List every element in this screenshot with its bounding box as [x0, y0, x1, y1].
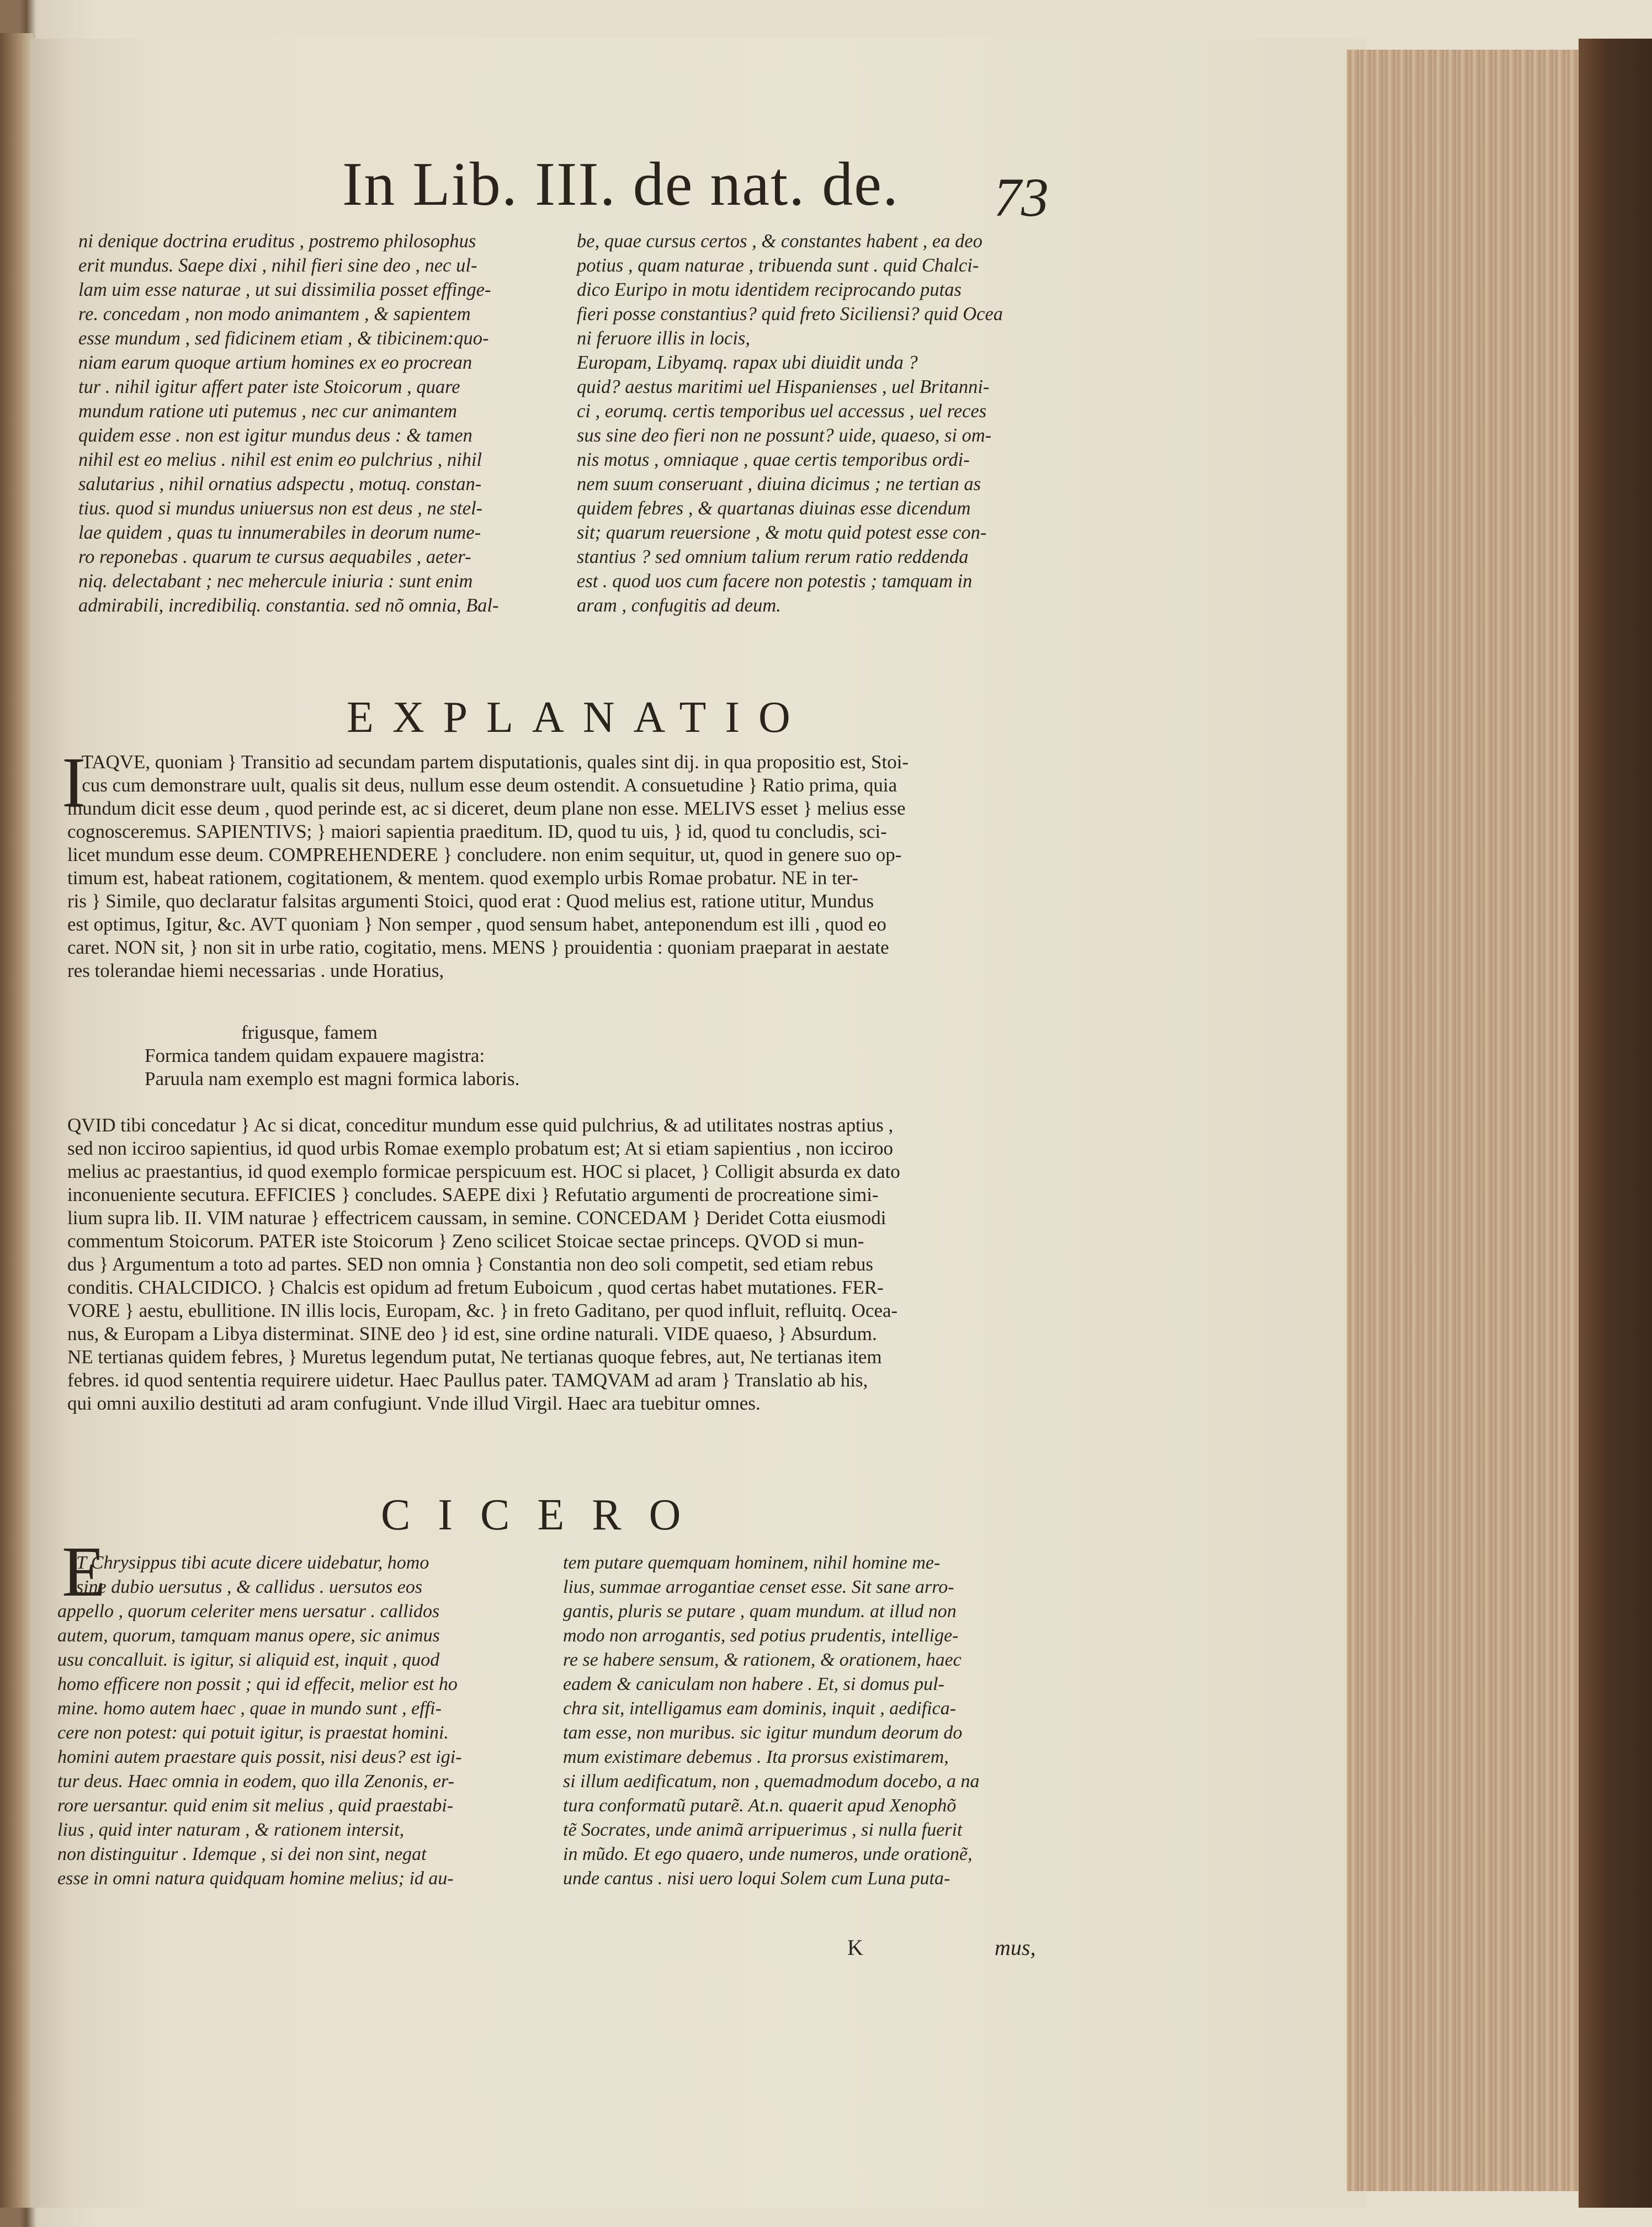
dropcap-i: I — [62, 743, 86, 822]
page-block-edge — [1347, 50, 1579, 2191]
text-column-left: ni denique doctrina eruditus , postremo philosophus erit mundus. Saepe dixi , nihil fieri sine deo , nec ul- lam uim esse naturae , ut sui dissimilia posset effinge- re. concedam , non modo animantem , & sapientem esse mundum , sed fidicinem etiam , & tibicinem:quo- niam earum quoque artium homines ex eo procrean tur . nihil igitur affert pater iste Stoicorum , quare mundum ratione uti putemus , nec cur animantem quidem esse . non est igitur mundus deus : & tamen nihil est eo melius . nihil est enim eo pulchrius , nihil salutarius , nihil ornatius adspectu , motuq. constan- tius. quod si mundus uniuersus non est deus , ne stel- lae quidem , quas tu innumerabiles in deorum nume- ro reponebas . quarum te cursus aequabiles , aeter- niq. delectabant ; nec mehercule iniuria : sunt enim admirabili, incredibiliq. constantia. sed nõ omnia, Bal- — [78, 231, 499, 616]
signature-mark: K — [847, 1935, 863, 1960]
text-column-right: be, quae cursus certos , & constantes habent , ea deo potius , quam naturae , tribuenda sunt . quid Chalci- dico Euripo in motu identidem reciprocando putas fieri posse constantius? quid freto Siciliensi? quid Ocea ni feruore illis in locis, Europam, Libyamq. rapax ubi diuidit unda ? quid? aestus maritimi uel Hispanienses , uel Britanni- ci , eorumq. certis temporibus uel accessus , uel reces sus sine deo fieri non ne possunt? uide, quaeso, si om- nis motus , omniaque , quae certis temporibus ordi- nem suum conseruant , diuina dicimus ; ne tertian as quidem febres , & quartanas diuinas esse dicendum sit; quarum reuersione , & motu quid potest esse con- stantius ? sed omnium talium rerum ratio reddenda est . quod uos cum facere non potestis ; tamquam in aram , confugitis ad deum. — [577, 231, 1003, 616]
catchword: mus, — [995, 1935, 1036, 1960]
explanatio-heading: EXPLANATIO — [347, 693, 809, 742]
cicero-column-right: tem putare quemquam hominem, nihil homine me- lius, summae arrogantiae censet esse. Sit sane arro- gantis, pluris se putare , quam mundum. at illud non modo non arrogantis, sed potius prudentis, intellige- re se habere sensum, & rationem, & orationem, haec eadem & caniculam non habere . Et, si domus pul- chra sit, intelligamus eam dominis, inquit , aedifica- tam esse, non muribus. sic igitur mundum deorum do mum existimare debemus . Ita prorsus existimarem, si illum aedificatum, non , quemadmodum docebo, a na tura conformatũ putarẽ. At.n. quaerit apud Xenophõ tẽ Socrates, unde animã arripuerimus , si nulla fuerit in mũdo. Et ego quaero, unde numeros, unde orationẽ, unde cantus . nisi uero loqui Solem cum Luna puta- — [563, 1553, 980, 1889]
binding-cover-edge — [1579, 39, 1652, 2208]
horace-quotation: frigusque, famem Formica tandem quidam expauere magistra: Paruula nam exemplo est magni formica laboris. — [145, 1022, 520, 1089]
commentary-text-continued: QVID tibi concedatur } Ac si dicat, conceditur mundum esse quid pulchrius, & ad utilitates nostras aptius , sed non icciroo sapientius, id quod urbis Romae exemplo probatum est; At si etiam sapientius , non icciroo melius ac praestantius, id quod exemplo formicae perspicuum est. HOC si placet, } Colligit absurda ex dato inconueniente secutura. EFFICIES } concludes. SAEPE dixi } Refutatio argumenti de procreatione simi- lium supra lib. II. VIM naturae } effectricem caussam, in semine. CONCEDAM } Deridet Cotta eiusmodi commentum Stoicorum. PATER iste Stoicorum } Zeno scilicet Stoicae sectae princeps. QVOD si mun- dus } Argumentum a toto ad partes. SED non omnia } Constantia non deo soli competit, sed etiam rebus conditis. CHALCIDICO. } Chalcis est opidum ad fretum Euboicum , quod certas habet mutationes. FER- VORE } aestu, ebullitione. IN illis locis, Europam, &c. } in freto Gaditano, per quod influit, refluitq. Ocea- nus, & Europam a Libya disterminat. SINE deo } id est, sine ordine naturali. VIDE quaeso, } Absurdum. NE tertianas quidem febres, } Muretus legendum putat, Ne tertianas quoque febres, aut, Ne tertianas item febres. id quod sententia requirere uidetur. Haec Paullus pater. TAMQVAM ad aram } Translatio ab his, qui omni auxilio destituti ad aram confugiunt. Vnde illud Virgil. Haec ara tuebitur omnes. — [67, 1114, 900, 1414]
previous-page-edge — [0, 33, 33, 2208]
cicero-heading: CICERO — [381, 1491, 709, 1539]
running-head: In Lib. III. de nat. de. — [342, 150, 899, 219]
page-number: 73 — [994, 167, 1049, 228]
commentary-text: TAQVE, quoniam } Transitio ad secundam partem disputationis, quales sint dij. in qua propositio est, Stoi- cus cum demonstrare uult, qualis sit deus, nullum esse deum ostendit. A consuetudine } Ratio prima, quia mundum dicit esse deum , quod perinde est, ac si diceret, deum plane non esse. MELIVS esset } melius esse cognosceremus. SAPIENTIVS; } maiori sapientia praeditum. ID, quod tu uis, } id, quod tu concludis, sci- licet mundum esse deum. COMPREHENDERE } concludere. non enim sequitur, ut, quod in genere suo op- timum est, habeat rationem, cogitationem, & mentem. quod exemplo urbis Romae probatur. NE in ter- ris } Simile, quo declaratur falsitas argumenti Stoici, quod erat : Quod melius est, ratione utitur, Mundus est optimus, Igitur, &c. AVT quoniam } Non semper , quod sensum habet, anteponendum est illi , quod eo caret. NON sit, } non sit in urbe ratio, cogitatio, mens. MENS } prouidentia : quoniam praeparat in aestate res tolerandae hiemi necessarias . unde Horatius, — [67, 751, 909, 981]
cicero-column-left: T Chrysippus tibi acute dicere uidebatur, homo sine dubio uersutus , & callidus . uersutos eos appello , quorum celeriter mens uersatur . callidos autem, quorum, tamquam manus opere, sic animus usu concalluit. is igitur, si aliquid est, inquit , quod homo efficere non possit ; qui id effecit, melior est ho mine. homo autem haec , quae in mundo sunt , effi- cere non potest: qui potuit igitur, is praestat homini. homini autem praestare quis possit, nisi deus? est igi- tur deus. Haec omnia in eodem, quo illa Zenonis, er- rore uersantur. quid enim sit melius , quid praestabi- lius , quid inter naturam , & rationem intersit, non distinguitur . Idemque , si dei non sint, negat esse in omni natura quidquam homine melius; id au- — [57, 1553, 462, 1889]
dropcap-e: E — [62, 1532, 106, 1612]
